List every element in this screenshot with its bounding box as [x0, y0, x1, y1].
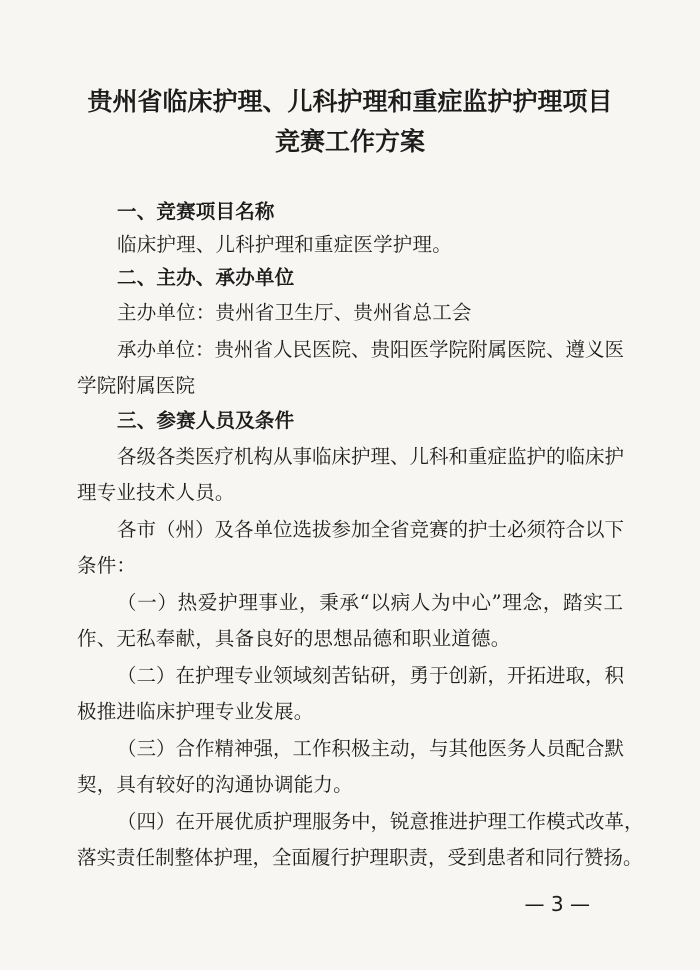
- host-line2: 学院附属医院: [77, 374, 196, 397]
- page-number: — 3 —: [524, 892, 590, 916]
- section3-heading: 三、参赛人员及条件: [117, 409, 295, 432]
- condition1-line2: 作、无私奉献，具备良好的思想品德和职业道德。: [77, 627, 511, 650]
- section1-body: 临床护理、儿科护理和重症医学护理。: [117, 233, 452, 256]
- section2-heading: 二、主办、承办单位: [117, 266, 295, 289]
- para2-line1: 各市（州）及各单位选拔参加全省竞赛的护士必须符合以下: [117, 518, 625, 541]
- para2-line2: 条件：: [77, 554, 137, 577]
- condition2-line2: 极推进临床护理专业发展。: [77, 700, 314, 723]
- para1-line1: 各级各类医疗机构从事临床护理、儿科和重症监护的临床护: [117, 445, 625, 468]
- condition2-line1: （二）在护理专业领域刻苦钻研，勇于创新，开拓进取，积: [117, 664, 625, 687]
- condition4-line2: 落实责任制整体护理，全面履行护理职责，受到患者和同行赞扬。: [77, 846, 643, 869]
- condition3-line2: 契，具有较好的沟通协调能力。: [77, 773, 353, 796]
- section1-heading: 一、竞赛项目名称: [117, 200, 275, 223]
- condition4-line1: （四）在开展优质护理服务中，锐意推进护理工作模式改革，: [117, 810, 644, 833]
- host-line1: 承办单位：贵州省人民医院、贵阳医学院附属医院、遵义医: [117, 338, 625, 361]
- condition3-line1: （三）合作精神强，工作积极主动，与其他医务人员配合默: [117, 737, 625, 760]
- document-title-line1: 贵州省临床护理、儿科护理和重症监护护理项目: [87, 87, 613, 116]
- organizer-line: 主办单位：贵州省卫生厅、贵州省总工会: [117, 301, 472, 324]
- condition1-line1: （一）热爱护理事业，秉承“以病人为中心”理念，踏实工: [117, 591, 623, 614]
- document-title-line2: 竞赛工作方案: [274, 127, 425, 156]
- para1-line2: 理专业技术人员。: [77, 481, 235, 504]
